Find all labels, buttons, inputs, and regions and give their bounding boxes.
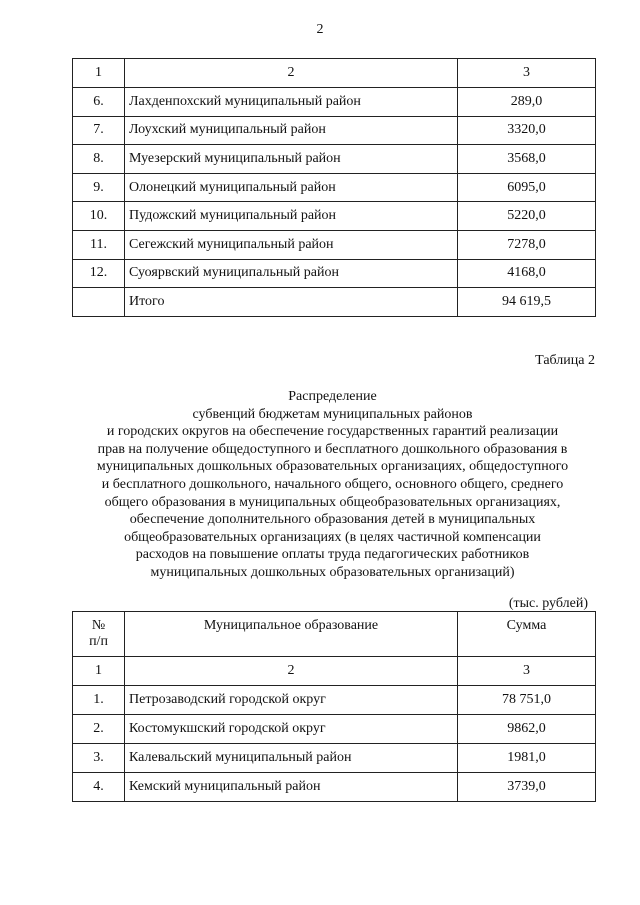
- row-name: Олонецкий муниципальный район: [125, 173, 458, 202]
- row-value: 6095,0: [458, 173, 596, 202]
- row-index: 11.: [73, 230, 125, 259]
- title-line: прав на получение общедоступного и бесплатного дошкольного образования в: [97, 441, 568, 457]
- table-header-row: [73, 612, 596, 657]
- table-row: [73, 744, 596, 773]
- row-index: 1.: [73, 686, 125, 715]
- column-number-2: 2: [125, 657, 458, 686]
- row-name: Калевальский муниципальный район: [125, 744, 458, 773]
- row-value: 7278,0: [458, 230, 596, 259]
- table-row: [73, 230, 596, 259]
- table-row: [73, 773, 596, 802]
- title-line: общеобразовательных организациях (в целях частичной компенсации: [124, 529, 541, 545]
- row-index: 2.: [73, 715, 125, 744]
- column-number-1: 1: [73, 59, 125, 88]
- row-value: 289,0: [458, 88, 596, 117]
- row-index: 6.: [73, 88, 125, 117]
- row-name: Сегежский муниципальный район: [125, 230, 458, 259]
- row-value: 5220,0: [458, 202, 596, 231]
- row-value: 1981,0: [458, 744, 596, 773]
- row-value: 3568,0: [458, 145, 596, 174]
- row-value: 3739,0: [458, 773, 596, 802]
- column-number-2: 2: [125, 59, 458, 88]
- row-name: Кемский муниципальный район: [125, 773, 458, 802]
- column-number-3: 3: [458, 59, 596, 88]
- table-2-label: Таблица 2: [535, 353, 595, 368]
- total-label: Итого: [125, 288, 458, 317]
- distribution-title: [60, 388, 605, 582]
- column-number-3: 3: [458, 657, 596, 686]
- row-name: Суоярвский муниципальный район: [125, 259, 458, 288]
- title-line: обеспечение дополнительного образования детей в муниципальных: [129, 512, 536, 528]
- table-row: [73, 173, 596, 202]
- row-index: 9.: [73, 173, 125, 202]
- row-name: Муезерский муниципальный район: [125, 145, 458, 174]
- row-value: 4168,0: [458, 259, 596, 288]
- row-name: Петрозаводский городской округ: [125, 686, 458, 715]
- unit-note: (тыс. рублей): [508, 596, 588, 611]
- title-line: общего образования в муниципальных общеобразовательных организациях,: [104, 494, 561, 510]
- table-row: [73, 686, 596, 715]
- row-index: 10.: [73, 202, 125, 231]
- title-line: расходов на повышение оплаты труда педагогических работников: [135, 547, 530, 563]
- title-line: и городских округов на обеспечение государственных гарантий реализации: [106, 424, 559, 440]
- distribution-table: [72, 611, 596, 802]
- table-header-row: [73, 59, 596, 88]
- table-row: [73, 116, 596, 145]
- total-value: 94 619,5: [458, 288, 596, 317]
- table-row: [73, 202, 596, 231]
- column-numbering-row: [73, 657, 596, 686]
- row-name: Лоухский муниципальный район: [125, 116, 458, 145]
- header-number-line1: №: [91, 618, 106, 633]
- header-name: Муниципальное образование: [125, 612, 458, 657]
- row-value: 9862,0: [458, 715, 596, 744]
- row-name: Лахденпохский муниципальный район: [125, 88, 458, 117]
- row-index: 8.: [73, 145, 125, 174]
- table-row: [73, 715, 596, 744]
- page-number: 2: [316, 22, 324, 37]
- row-index: 7.: [73, 116, 125, 145]
- row-index: 3.: [73, 744, 125, 773]
- row-value: 78 751,0: [458, 686, 596, 715]
- table-row: [73, 145, 596, 174]
- total-index: [73, 288, 125, 317]
- table-continuation: [72, 58, 596, 317]
- header-number: [73, 612, 125, 657]
- title-line: Распределение: [288, 389, 377, 404]
- row-name: Костомукшский городской округ: [125, 715, 458, 744]
- column-number-1: 1: [73, 657, 125, 686]
- table-row: [73, 259, 596, 288]
- row-name: Пудожский муниципальный район: [125, 202, 458, 231]
- title-line: муниципальных дошкольных образовательных организациях, общедоступного: [96, 459, 569, 475]
- row-index: 12.: [73, 259, 125, 288]
- header-sum: Сумма: [458, 612, 596, 657]
- title-line: муниципальных дошкольных образовательных организаций): [150, 564, 515, 580]
- row-index: 4.: [73, 773, 125, 802]
- table-row: [73, 88, 596, 117]
- row-value: 3320,0: [458, 116, 596, 145]
- title-line: субвенций бюджетам муниципальных районов: [192, 406, 473, 422]
- total-row: [73, 288, 596, 317]
- header-number-line2: п/п: [89, 634, 108, 649]
- title-line: и бесплатного дошкольного, начального общего, основного общего, среднего: [101, 476, 564, 492]
